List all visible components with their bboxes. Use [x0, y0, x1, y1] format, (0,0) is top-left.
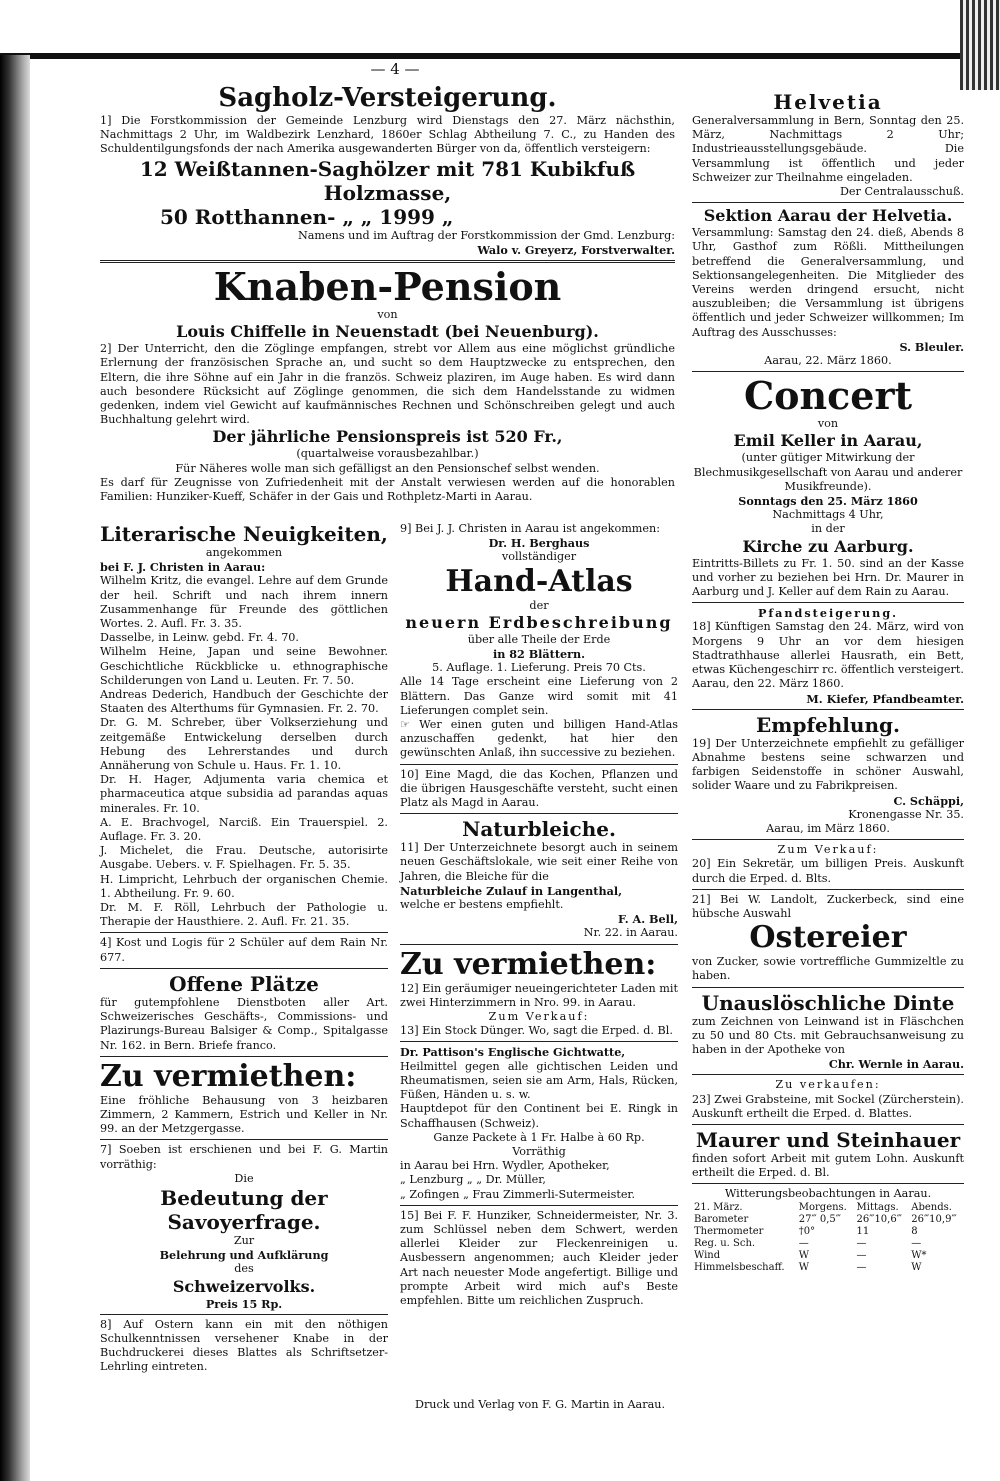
weather-cell: 11 — [856, 1225, 870, 1237]
divider — [400, 944, 678, 945]
hunziker-ad: 15] Bei F. F. Hunziker, Schneidermeister, Nr. 3. zum Schlüssel neben dem Schwert, werden allerlei Kleider zur Fleckenreinigen u. Ausbessern angenommen; auch Kleider jeder Art nach neuester Mode angefertigt. Billige und prompte Arbeit wird mich auf's Beste empfehlen. Bitte um reichlichen Zuspruch. — [400, 1208, 678, 1307]
lit-entry: Andreas Dederich, Handbuch der Geschichte der Staaten des Alterthums für Gymnasien. Fr. 2. 70. — [100, 688, 388, 716]
gicht-depot: Hauptdepot für den Continent bei E. Ringk in Schaffhausen (Schweiz). — [400, 1102, 678, 1130]
divider — [100, 1314, 388, 1315]
ostereier-title: Ostereier — [749, 920, 907, 956]
scan-top-margin — [0, 0, 1000, 55]
gicht-text: Heilmittel gegen alle gichtischen Leiden und Rheumatismen, seien sie am Arm, Hals, Rücken, Füßen, Händen u. s. w. — [400, 1059, 678, 1102]
divider — [400, 764, 678, 765]
pension-text: 2] Der Unterricht, den die Zöglinge empfangen, strebt vor Allem aus eine möglichst gründliche Erlernung der französischen Sprache an, und sucht so dem Hauptzwecke zu entsprechen, den Eltern, die ihre Söhne auf ein Jahr in die französ. Schweiz plaziren, im Auge haben. Es wird dann auch besondere Rücksicht auf Zöglinge genommen, die sich dem Handelsstande zu widmen gedenken, indem viel Gewicht auf kaufmännisches Rechnen und Schönschreiben gelegt und auch Buchhaltung gelehrt wird. — [100, 342, 675, 427]
naturbleiche-sign: F. A. Bell, — [617, 912, 678, 927]
divider — [692, 889, 964, 890]
gicht-l3: „ Zofingen „ Frau Zimmerli-Sutermeister. — [400, 1187, 636, 1201]
saghol-text: 1] Die Forstkommission der Gemeinde Lenzburg wird Dienstags den 27. März nächsthin, Nachmittags 2 Uhr, im Waldbezirk Lenzhard, 1860er Schlag Abtheilung 7. C., zu Handen des Schuldentilgungsfonds der nach Amerika ausgewanderten Bürger von da, öffentlich versteigern: — [100, 114, 675, 156]
weather-cell: W — [798, 1249, 810, 1261]
pfand-sign: M. Kiefer, Pfandbeamter. — [806, 691, 964, 706]
weather-cell: W* — [911, 1249, 927, 1261]
empf-sign: C. Schäppi, — [893, 793, 964, 808]
saghol-line2: 50 Rotthannen- „ „ 1999 „ — [160, 204, 454, 229]
scan-ruler-mark — [960, 0, 1000, 90]
gicht-vorr: Vorräthig — [512, 1144, 566, 1158]
divider — [692, 602, 964, 603]
weather-header-cell: 21. März. — [694, 1201, 743, 1213]
divider — [692, 1124, 964, 1125]
naturbleiche-text: 11] Der Unterzeichnete besorgt auch in seinem neuen Geschäftslokale, wie seit einer Reihe von Jahren, die Bleiche für die — [400, 841, 678, 883]
atlas-author: Dr. H. Berghaus — [488, 536, 590, 551]
empf-text: 19] Der Unterzeichnete empfiehlt zu gefälliger Abnahme bestens seine schwarzen und farbigen Seidenstoffe in schöner Auswahl, solider Waare und zu Fabrikpreisen. — [692, 736, 964, 793]
weather-cell: — — [856, 1261, 867, 1273]
concert-title: Concert — [743, 373, 913, 419]
pension-more1: Für Näheres wolle man sich gefälligst an den Pensionschef selbst wenden. — [175, 461, 600, 475]
sektion-title: Sektion Aarau der Helvetia. — [703, 206, 953, 226]
scan-top-edge — [0, 53, 1000, 59]
weather-cell: W — [798, 1261, 810, 1273]
divider — [692, 1183, 964, 1184]
savoyer-volk: Schweizervolks. — [172, 1276, 316, 1296]
atlas-sub: neuern Erdbeschreibung — [405, 612, 673, 632]
divider — [100, 260, 675, 263]
duenger-text: 13] Ein Stock Dünger. Wo, sagt die Erped. d. Bl. — [400, 1024, 673, 1038]
weather-title: Witterungsbeobachtungen in Aarau. — [724, 1187, 932, 1201]
helvetia-sign: Der Centralausschuß. — [839, 185, 964, 199]
savoyer-zur: Zur — [233, 1233, 255, 1247]
lit-title: Literarische Neuigkeiten, — [100, 522, 388, 546]
pension-more2: Es darf für Zeugnisse von Zufriedenheit mit der Anstalt verwiesen werden auf die honorablen Familien: Hunziker-Kueff, Schäfer in der Gais und Rothpletz-Marti in Aarau. — [100, 475, 675, 504]
pension-von: von — [377, 308, 398, 322]
saghol-sign2: Walo v. Greyerz, Forstverwalter. — [477, 242, 675, 257]
weather-cell: Barometer — [694, 1213, 749, 1225]
divider — [100, 1139, 388, 1140]
divider — [100, 1056, 388, 1057]
weather-header-cell: Mittags. — [856, 1201, 899, 1213]
weather-row — [692, 1262, 964, 1274]
savoyer-preis: Preis 15 Rp. — [205, 1296, 283, 1311]
atlas-intro: 9] Bei J. J. Christen in Aarau ist angekommen: — [400, 522, 661, 535]
left-column — [100, 522, 388, 1375]
saghol-title: Sagholz-Versteigerung. — [218, 83, 557, 113]
atlas-text: Alle 14 Tage erscheint eine Lieferung von 2 Blättern. Das Ganze wird somit mit 41 Lieferungen complet sein. — [400, 675, 678, 717]
naturbleiche-tail: welche er bestens empfiehlt. — [400, 898, 564, 912]
naturbleiche-addr: Nr. 22. in Aarau. — [583, 926, 678, 940]
weather-row — [692, 1238, 964, 1250]
concert-text: (unter gütiger Mitwirkung der Blechmusikgesellschaft von Aarau und anderer Musikfreunde). — [693, 451, 963, 493]
weather-cell: †0° — [798, 1225, 816, 1237]
pension-name: Louis Chiffelle in Neuenstadt (bei Neuenburg). — [176, 322, 599, 342]
gicht-title: Dr. Pattison's Englische Gichtwatte, — [400, 1045, 626, 1060]
grab-text: 23] Zwei Grabsteine, mit Sockel (Zürcherstein). Auskunft ertheilt die Erped. d. Blattes. — [692, 1092, 964, 1120]
divider — [692, 987, 964, 988]
pfand-text: 18] Künftigen Samstag den 24. März, wird von Morgens 9 Uhr an vor dem hiesigen Stadtrathhause allerlei Hausrath, ein Bett, etwas Küchengeschirr rc. öffentlich versteigert. — [692, 620, 964, 677]
magd-ad: 10] Eine Magd, die das Kochen, Pflanzen und die übrigen Hausgeschäfte versteht, sucht einen Platz als Magd in Aarau. — [400, 767, 678, 810]
weather-cell: — — [911, 1237, 922, 1249]
atlas-der: der — [529, 598, 549, 612]
divider — [100, 968, 388, 969]
sektion-text: Versammlung: Samstag den 24. dieß, Abends 8 Uhr, Gasthof zum Rößli. Mittheilungen betreffend die Generalversammlung, und Sektionsangelegenheiten. Die Mitglieder des Vereins werden dringend ersucht, nicht auszubleiben; die Versammlung ist übrigens öffentlich und jeder Schweizer willkommen; Im Auftrag des Ausschusses: — [692, 226, 964, 339]
pension-price-note: (quartalweise vorausbezahlbar.) — [296, 447, 479, 461]
weather-cell: Wind — [694, 1249, 721, 1261]
helvetia-title: Helvetia — [773, 90, 883, 114]
saghol-sign1: Namens und im Auftrag der Forstkommission der Gmd. Lenzburg: — [297, 228, 675, 242]
offene-text: für gutempfohlene Dienstboten aller Art. Schweizerisches Geschäfts-, Commissions- und Plazirungs-Bureau Balsiger & Comp., Spitalgasse Nr. 162. in Bern. Briefe franco. — [100, 995, 388, 1052]
divider — [692, 371, 964, 372]
pfand-date: Aarau, den 22. März 1860. — [692, 677, 844, 691]
offene-title: Offene Plätze — [169, 971, 319, 996]
atlas-title: Hand-Atlas — [445, 563, 633, 599]
lit-entry: A. E. Brachvogel, Narciß. Ein Trauerspiel. 2. Auflage. Fr. 3. 20. — [100, 815, 388, 844]
atlas-blaetter: in 82 Blättern. — [492, 647, 586, 662]
weather-cell: — — [856, 1237, 867, 1249]
dinte-title: Unauslöschliche Dinte — [701, 990, 955, 1015]
weather-cell: 8 — [911, 1225, 918, 1237]
savoyer-des: des — [234, 1262, 254, 1276]
lit-entry: J. Michelet, die Frau. Deutsche, autorisirte Ausgabe. Uebers. v. F. Spielhagen. Fr. 5. 35. — [100, 844, 388, 872]
lit-entry: Dr. G. M. Schreber, über Volkserziehung und zeitgemäße Entwickelung derselben durch Hebung des Lehrerstandes und durch Annäherung von Schule u. Haus. Fr. 1. 10. — [100, 716, 388, 773]
weather-cell: Reg. u. Sch. — [694, 1237, 756, 1249]
atlas-note: ☞ Wer einen guten und billigen Hand-Atlas anzuschaffen gedenkt, hat hier den gewünschten Anlaß, ihn successive zu beziehen. — [400, 718, 678, 760]
savoyer-sub: Belehrung und Aufklärung — [159, 1248, 329, 1263]
dinte-text: zum Zeichnen von Leinwand ist in Fläschchen zu 50 und 80 Cts. mit Gebrauchsanweisung zu haben in der Apotheke von — [692, 1014, 964, 1056]
gicht-preis: Ganze Packete à 1 Fr. Halbe à 60 Rp. — [433, 1130, 645, 1144]
scan-left-edge — [0, 55, 30, 1481]
concert-name: Emil Keller in Aarau, — [733, 431, 923, 451]
lit-entry: Wilhelm Heine, Japan und seine Bewohner. Geschichtliche Rückblicke u. ethnographische Schilderungen von Land u. Leuten. Fr. 7. 50. — [100, 645, 388, 687]
weather-cell: Himmelsbeschaff. — [694, 1261, 785, 1273]
concert-place: Kirche zu Aarburg. — [742, 536, 914, 556]
lit-entry: Dr. H. Hager, Adjumenta varia chemica et pharmaceutica atque subsidia ad parandas aquas minerales. Fr. 10. — [100, 773, 388, 815]
page-number: — 4 — — [370, 60, 420, 78]
concert-time: Nachmittags 4 Uhr, — [772, 508, 884, 522]
weather-row — [692, 1226, 964, 1238]
grab-head: Zu verkaufen: — [775, 1078, 881, 1092]
maurer-title: Maurer und Steinhauer — [695, 1127, 961, 1152]
weather-cell: W — [911, 1261, 922, 1273]
concert-date: Sonntags den 25. März 1860 — [738, 494, 918, 509]
weather-cell: 26‴10,6‴ — [856, 1213, 902, 1225]
gicht-l2: „ Lenzburg „ „ Dr. Müller, — [400, 1173, 546, 1187]
vermiethen2-title: Zu vermiethen: — [400, 946, 657, 982]
weather-cell: — — [798, 1237, 809, 1249]
weather-cell: — — [856, 1249, 867, 1261]
divider — [400, 813, 678, 814]
lit-entry: Dr. M. F. Röll, Lehrbuch der Pathologie u. Therapie der Hausthiere. 2. Aufl. Fr. 21. 35. — [100, 901, 388, 929]
concert-von: von — [817, 417, 839, 431]
empf-addr: Kronengasse Nr. 35. — [848, 807, 964, 821]
vermiethen1-title: Zu vermiethen: — [100, 1058, 357, 1094]
savoyer-intro: 7] Soeben ist erschienen und bei F. G. Martin vorräthig: — [100, 1143, 388, 1171]
weather-row — [692, 1250, 964, 1262]
right-column — [692, 90, 964, 1274]
gicht-l1: in Aarau bei Hrn. Wydler, Apotheker, — [400, 1159, 610, 1173]
weather-row — [692, 1214, 964, 1226]
savoyer-die: Die — [234, 1171, 254, 1185]
atlas-aufl: 5. Auflage. 1. Lieferung. Preis 70 Cts. — [432, 661, 646, 675]
lit-at: bei F. J. Christen in Aarau: — [100, 560, 266, 575]
footer-imprint: Druck und Verlag von F. G. Martin in Aarau. — [414, 1398, 665, 1411]
top-left-section — [100, 82, 675, 504]
vermiethen2-text: 12] Ein geräumiger neueingerichteter Laden mit zwei Hinterzimmern in Nro. 99. in Aarau. — [400, 981, 678, 1009]
divider — [400, 1041, 678, 1042]
saghol-line1: 12 Weißtannen-Saghölzer mit 781 Kubikfuß Holzmasse, — [139, 156, 636, 205]
lehrling-ad: 8] Auf Ostern kann ein mit den nöthigen Schulkenntnissen versehener Knabe in der Buchdruckerei dieses Blattes als Schriftsetzer-Lehrling eintreten. — [100, 1317, 388, 1374]
lit-sub: angekommen — [205, 546, 283, 559]
naturbleiche-bold: Naturbleiche Zulauf in Langenthal, — [400, 883, 623, 898]
landolt-ad: 21] Bei W. Landolt, Zuckerbeck, sind eine hübsche Auswahl — [692, 892, 964, 920]
pension-title: Knaben-Pension — [213, 264, 562, 310]
weather-header-row — [692, 1202, 964, 1214]
divider — [692, 1074, 964, 1075]
empf-date: Aarau, im März 1860. — [766, 821, 890, 835]
lit-entry: H. Limpricht, Lehrbuch der organischen Chemie. 1. Abtheilung. Fr. 9. 60. — [100, 872, 388, 900]
concert-tickets: Eintritts-Billets zu Fr. 1. 50. sind an der Kasse und vorher zu beziehen bei Hrn. Dr. Maurer in Aarburg und J. Keller auf dem Rain zu Aarau. — [692, 556, 964, 599]
pfand-title: Pfandsteigerung. — [757, 606, 899, 621]
naturbleiche-title: Naturbleiche. — [462, 817, 616, 842]
newspaper-page — [100, 60, 964, 1420]
divider — [692, 839, 964, 840]
savoyer-title: Bedeutung der Savoyerfrage. — [160, 1185, 328, 1234]
sekretaer-head: Zum Verkauf: — [777, 843, 879, 857]
atlas-ueber: über alle Theile der Erde — [467, 632, 611, 646]
ostereier-text: von Zucker, sowie vortreffliche Gummizeltle zu haben. — [692, 955, 964, 983]
sektion-date: Aarau, 22. März 1860. — [764, 354, 892, 368]
empf-title: Empfehlung. — [756, 712, 900, 737]
weather-cell: 26‴10,9‴ — [911, 1213, 957, 1225]
divider — [692, 709, 964, 710]
dinte-sign: Chr. Wernle in Aarau. — [828, 1057, 964, 1072]
weather-cell: 27‴ 0,5‴ — [798, 1213, 841, 1225]
helvetia-text: Generalversammlung in Bern, Sonntag den 25. März, Nachmittags 2 Uhr; Industrieausstellungsgebäude. Die Versammlung ist öffentlich und jeder Schweizer zur Theilnahme eingeladen. — [692, 114, 964, 184]
weather-cell: Thermometer — [694, 1225, 764, 1237]
atlas-voll: vollständiger — [501, 550, 577, 564]
sektion-sign: S. Bleuler. — [899, 339, 964, 354]
lit-entry: Dasselbe, in Leinw. gebd. Fr. 4. 70. — [100, 631, 299, 645]
middle-column — [400, 522, 678, 1308]
duenger-head: Zum Verkauf: — [488, 1010, 590, 1024]
weather-table — [692, 1202, 964, 1274]
kost-ad: 4] Kost und Logis für 2 Schüler auf dem Rain Nr. 677. — [100, 936, 388, 964]
divider — [692, 202, 964, 203]
vermiethen1-text: Eine fröhliche Behausung von 3 heizbaren Zimmern, 2 Kammern, Estrich und Keller in Nr. 99. an der Metzgergasse. — [100, 1093, 388, 1136]
lit-entry: Wilhelm Kritz, die evangel. Lehre auf dem Grunde der heil. Schrift und nach ihrem innern Zusammenhange für Freunde des göttlichen Wortes. 2. Aufl. Fr. 3. 35. — [100, 574, 388, 631]
divider — [400, 1205, 678, 1206]
sekretaer-text: 20] Ein Sekretär, um billigen Preis. Auskunft durch die Erped. d. Blts. — [692, 857, 964, 885]
divider — [100, 932, 388, 933]
maurer-text: finden sofort Arbeit mit gutem Lohn. Auskunft ertheilt die Erped. d. Bl. — [692, 1151, 964, 1180]
weather-header-cell: Morgens. — [798, 1201, 847, 1213]
concert-in: in der — [811, 522, 845, 536]
weather-header-cell: Abends. — [911, 1201, 952, 1213]
pension-price: Der jährliche Pensionspreis ist 520 Fr., — [212, 427, 563, 447]
